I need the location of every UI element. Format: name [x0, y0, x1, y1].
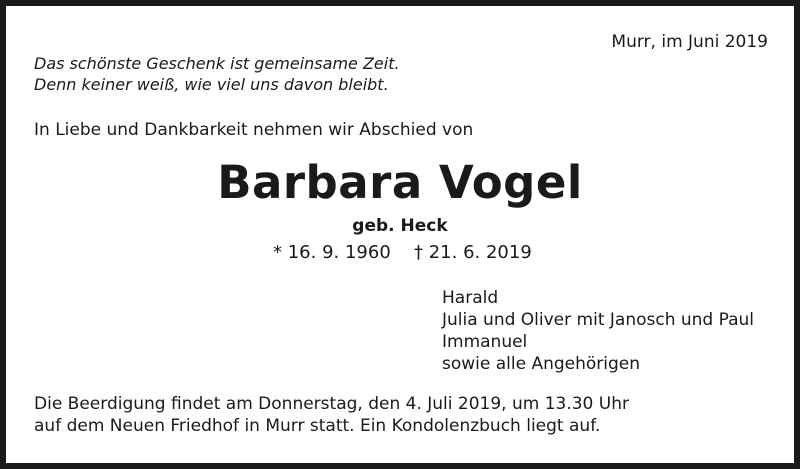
death-date: † 21. 6. 2019 [414, 242, 532, 263]
deceased-name: Barbara Vogel [217, 156, 583, 209]
birth-date: * 16. 9. 1960 [273, 242, 391, 263]
quote-line: Das schönste Geschenk ist gemeinsame Zeit. [34, 54, 400, 73]
mourners-list [442, 287, 754, 375]
funeral-info [34, 393, 629, 437]
mourner-entry: Immanuel [442, 332, 528, 352]
mourner-entry: Harald [442, 288, 499, 308]
mourner-entry: Julia und Oliver mit Janosch und Paul [442, 310, 755, 330]
mourner-entry: sowie alle Angehörigen [442, 354, 641, 374]
quote [34, 53, 400, 95]
maiden-name: geb. Heck [352, 216, 448, 236]
funeral-line: auf dem Neuen Friedhof in Murr statt. Ein Kondolenzbuch liegt auf. [34, 416, 601, 436]
place-date: Murr, im Juni 2019 [611, 32, 768, 52]
funeral-line: Die Beerdigung findet am Donnerstag, den 4. Juli 2019, um 13.30 Uhr [34, 394, 629, 414]
intro-text: In Liebe und Dankbarkeit nehmen wir Abschied von [34, 120, 474, 140]
quote-line: Denn keiner weiß, wie viel uns davon bleibt. [34, 75, 389, 94]
